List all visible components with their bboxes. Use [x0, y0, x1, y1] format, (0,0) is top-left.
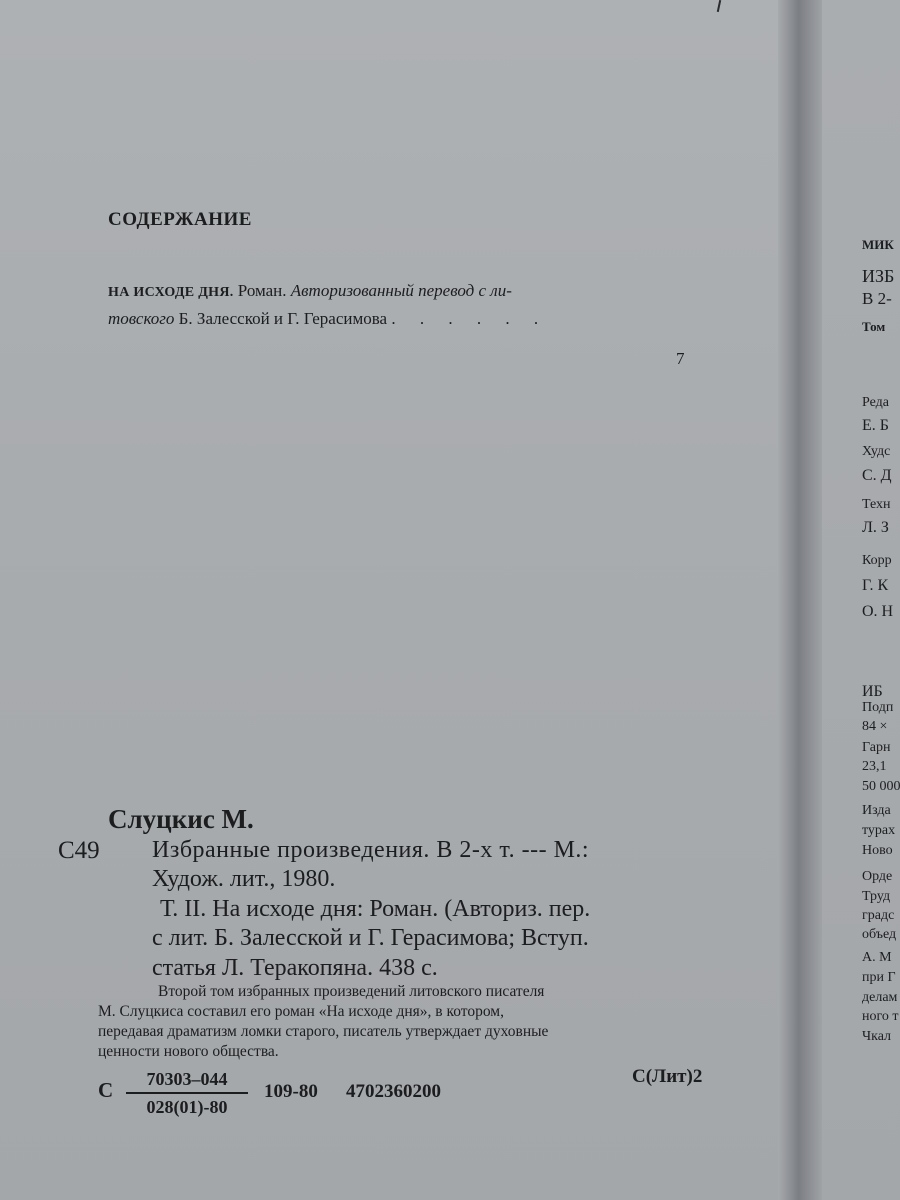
right-fragment: Труд — [862, 889, 891, 904]
toc-leader-dots: . . . . . . — [391, 309, 549, 328]
toc-page-number: 7 — [676, 349, 685, 368]
fraction-top: 70303–044 — [146, 1069, 228, 1089]
right-fragment: МИК — [862, 237, 894, 252]
right-fragment: Г. К — [862, 577, 889, 594]
card-annotation-3: передавая драматизм ломки старого, писатель утверждает духовные — [98, 1023, 549, 1040]
right-fragment: Е. Б — [862, 417, 889, 434]
right-fragment: ИБ — [862, 683, 883, 700]
right-fragment: Чкал — [862, 1029, 892, 1044]
right-fragment: при Г — [862, 970, 896, 985]
right-fragment: объед — [862, 927, 897, 942]
right-fragment: Техн — [862, 497, 891, 512]
right-fragment: делам — [862, 990, 898, 1005]
card-line-1: Избранные произведения. В 2-х т. --- М.: — [152, 837, 590, 863]
right-fragment: Изда — [862, 803, 891, 818]
toc-entry-translators: Б. Залесской и Г. Герасимова — [174, 309, 392, 328]
toc-entry-title: НА ИСХОДЕ ДНЯ. — [108, 285, 234, 300]
right-fragment: Корр — [862, 553, 892, 568]
right-fragment: ИЗБ — [862, 266, 895, 286]
fraction-bottom: 028(01)-80 — [146, 1097, 228, 1117]
card-line-5: статья Л. Теракопяна. 438 с. — [152, 955, 438, 981]
right-fragment: градс — [862, 908, 895, 923]
right-fragment: турах — [862, 823, 896, 838]
right-fragment: Орде — [862, 869, 893, 884]
toc-entry-note: Авторизованный перевод с ли- — [290, 281, 512, 300]
card-line-2: Худож. лит., 1980. — [152, 866, 336, 892]
toc-entry-genre: Роман. — [233, 281, 291, 300]
right-fragment: Том — [862, 319, 886, 334]
card-code-a: 109-80 — [264, 1081, 318, 1102]
right-fragment: 50 000 — [862, 779, 900, 794]
right-fragment: Гарн — [862, 740, 891, 755]
card-annotation-2: М. Слуцкиса составил его роман «На исходе дня», в котором, — [98, 1003, 504, 1020]
toc-entry-line-1 — [108, 281, 512, 301]
card-bbk-index: С(Лит)2 — [632, 1066, 703, 1087]
right-fragment: Реда — [862, 395, 889, 410]
card-index-letter: С — [98, 1078, 114, 1102]
card-line-4: с лит. Б. Залесской и Г. Герасимова; Вступ. — [152, 925, 589, 951]
right-fragment: 23,1 — [862, 759, 887, 774]
right-fragment: Худс — [862, 444, 891, 459]
right-fragment: Подп — [862, 700, 894, 715]
right-fragment: ного т — [862, 1009, 899, 1024]
right-fragment: А. М — [862, 950, 892, 965]
contents-heading: СОДЕРЖАНИЕ — [108, 209, 252, 230]
card-author: Слуцкис М. — [108, 804, 254, 834]
toc-entry-note-cont: товского — [108, 309, 175, 328]
card-annotation-4: ценности нового общества. — [98, 1043, 279, 1060]
fraction-bar — [126, 1092, 248, 1094]
right-fragment: С. Д — [862, 467, 892, 484]
card-annotation-1: Второй том избранных произведений литовского писателя — [158, 983, 545, 1000]
right-fragment: О. Н — [862, 603, 894, 620]
right-fragment: В 2- — [862, 289, 892, 308]
toc-entry-line-2 — [108, 309, 548, 329]
book-gutter — [778, 0, 824, 1200]
card-line-3: Т. II. На исходе дня: Роман. (Авториз. пер. — [160, 896, 591, 922]
card-call-number: С49 — [58, 837, 100, 864]
right-fragment: 84 × — [862, 719, 888, 734]
right-fragment: Л. З — [862, 519, 889, 536]
card-code-b: 4702360200 — [346, 1081, 441, 1102]
card-fraction — [126, 1068, 248, 1118]
right-fragment: Ново — [862, 843, 893, 858]
